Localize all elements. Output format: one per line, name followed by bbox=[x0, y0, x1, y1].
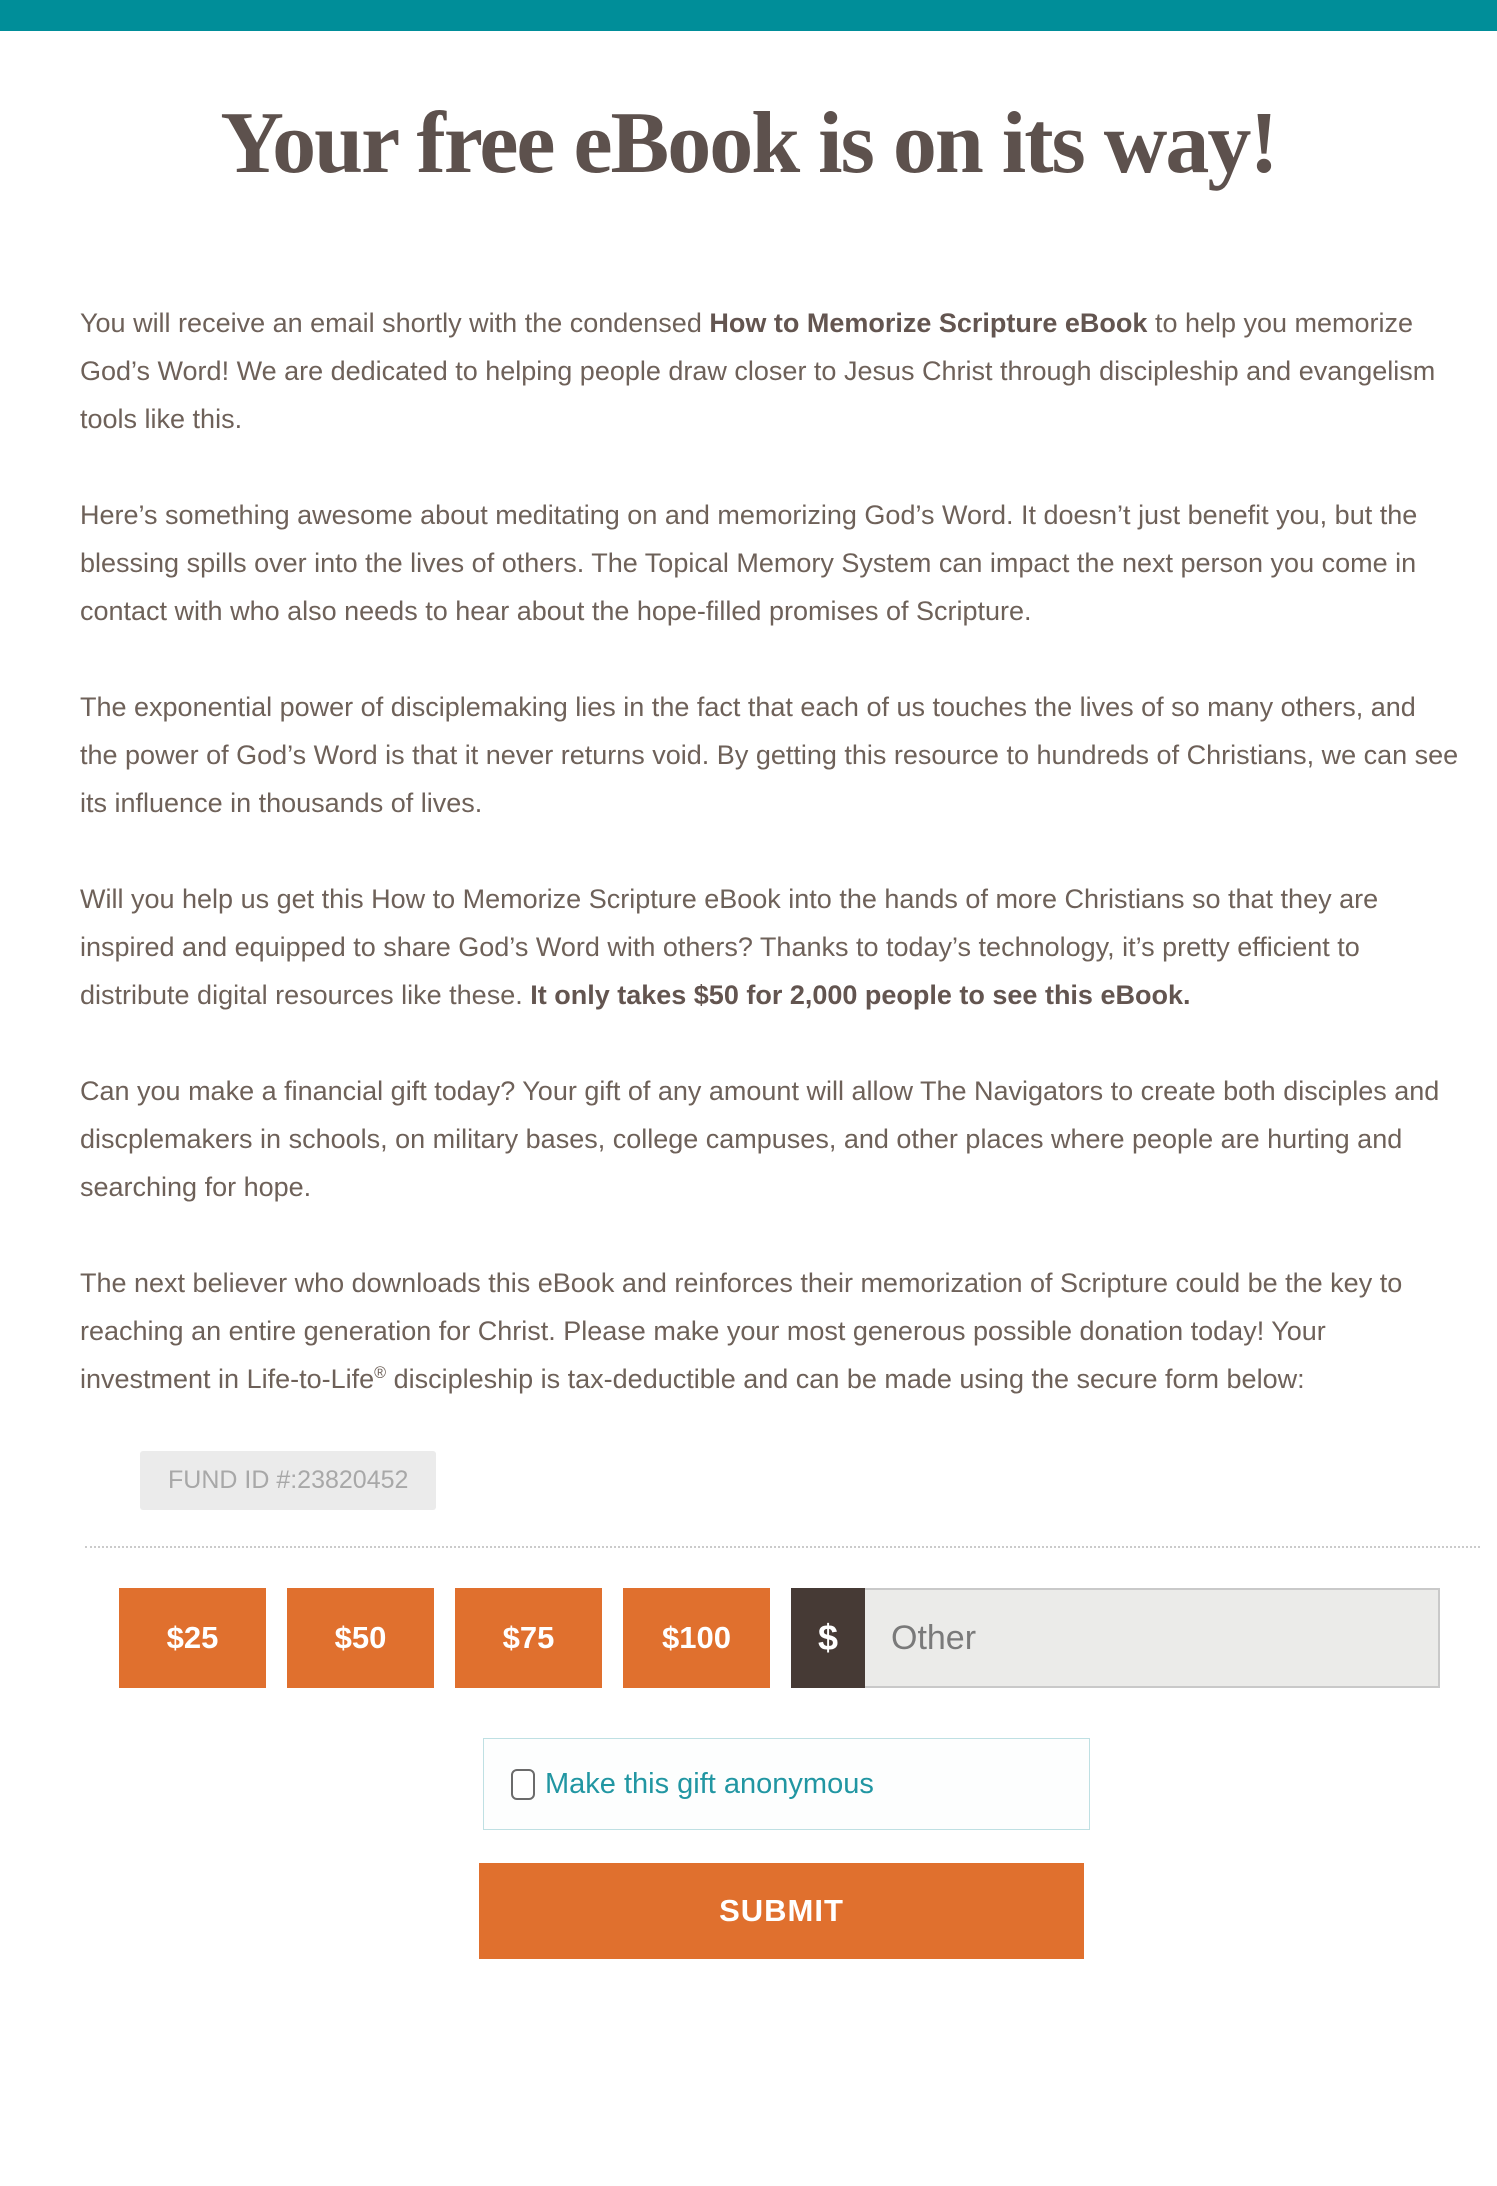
paragraph-6-text: The next believer who downloads this eBook and reinforces their memorization of Scripture could be the key to reaching an entire generation for Christ. Please make your most generous possible donation today! Your investment in Life-to-Life bbox=[80, 1268, 1403, 1395]
paragraph-2 bbox=[80, 491, 1460, 635]
paragraph-1-text-after: to help you memorize God’s Word! We are dedicated to helping people draw closer to Jesus Christ through discipleship and evangelism tools like this. bbox=[80, 308, 1436, 435]
anonymous-checkbox[interactable] bbox=[511, 1769, 535, 1800]
anonymous-checkbox-label[interactable]: Make this gift anonymous bbox=[545, 1767, 874, 1800]
amount-button-100[interactable]: $100 bbox=[623, 1588, 770, 1688]
donation-amount-row bbox=[119, 1588, 1440, 1688]
paragraph-3 bbox=[80, 683, 1460, 827]
fund-id-badge: FUND ID #:23820452 bbox=[140, 1451, 436, 1510]
fund-id-row bbox=[140, 1451, 1497, 1510]
paragraph-1-bold: How to Memorize Scripture eBook bbox=[709, 308, 1148, 339]
paragraph-4 bbox=[80, 875, 1460, 1019]
amount-button-75[interactable]: $75 bbox=[455, 1588, 602, 1688]
page-title: Your free eBook is on its way! bbox=[220, 95, 1277, 192]
amount-button-50[interactable]: $50 bbox=[287, 1588, 434, 1688]
paragraph-2-text: Here’s something awesome about meditating on and memorizing God’s Word. It doesn’t just benefit you, but the blessing spills over into the lives of others. The Topical Memory System can impact the next person you come in contact with who also needs to hear about the hope-filled promises of Scripture. bbox=[80, 500, 1418, 627]
dollar-sign-box bbox=[791, 1588, 865, 1688]
dotted-divider bbox=[85, 1546, 1480, 1548]
anonymous-gift-box bbox=[483, 1738, 1090, 1830]
submit-button[interactable]: SUBMIT bbox=[479, 1863, 1084, 1959]
paragraph-1 bbox=[80, 299, 1460, 443]
paragraph-6 bbox=[80, 1259, 1460, 1403]
paragraph-1-text: You will receive an email shortly with the condensed bbox=[80, 308, 710, 339]
registered-trademark-symbol: ® bbox=[374, 1364, 387, 1383]
paragraph-4-bold: It only takes $50 for 2,000 people to see this eBook. bbox=[530, 980, 1191, 1011]
amount-button-25[interactable]: $25 bbox=[119, 1588, 266, 1688]
paragraph-5-text: Can you make a financial gift today? Your gift of any amount will allow The Navigators to create both disciples and discplemakers in schools, on military bases, college campuses, and other places where people are hurting and searching for hope. bbox=[80, 1076, 1440, 1203]
dollar-sign: $ bbox=[817, 1617, 839, 1659]
paragraph-5 bbox=[80, 1067, 1460, 1211]
article-body bbox=[0, 299, 1497, 1403]
paragraph-6-text-after: discipleship is tax-deductible and can be made using the secure form below: bbox=[386, 1364, 1305, 1395]
other-amount-input[interactable] bbox=[865, 1588, 1440, 1688]
top-accent-bar bbox=[0, 0, 1497, 31]
paragraph-4-text: Will you help us get this How to Memorize Scripture eBook into the hands of more Christians so that they are inspired and equipped to share God’s Word with others? Thanks to today’s technology, it’s pretty efficient to distribute digital resources like these. bbox=[80, 884, 1379, 1011]
paragraph-3-text: The exponential power of disciplemaking lies in the fact that each of us touches the lives of so many others, and the power of God’s Word is that it never returns void. By getting this resource to hundreds of Christians, we can see its influence in thousands of lives. bbox=[80, 692, 1459, 819]
